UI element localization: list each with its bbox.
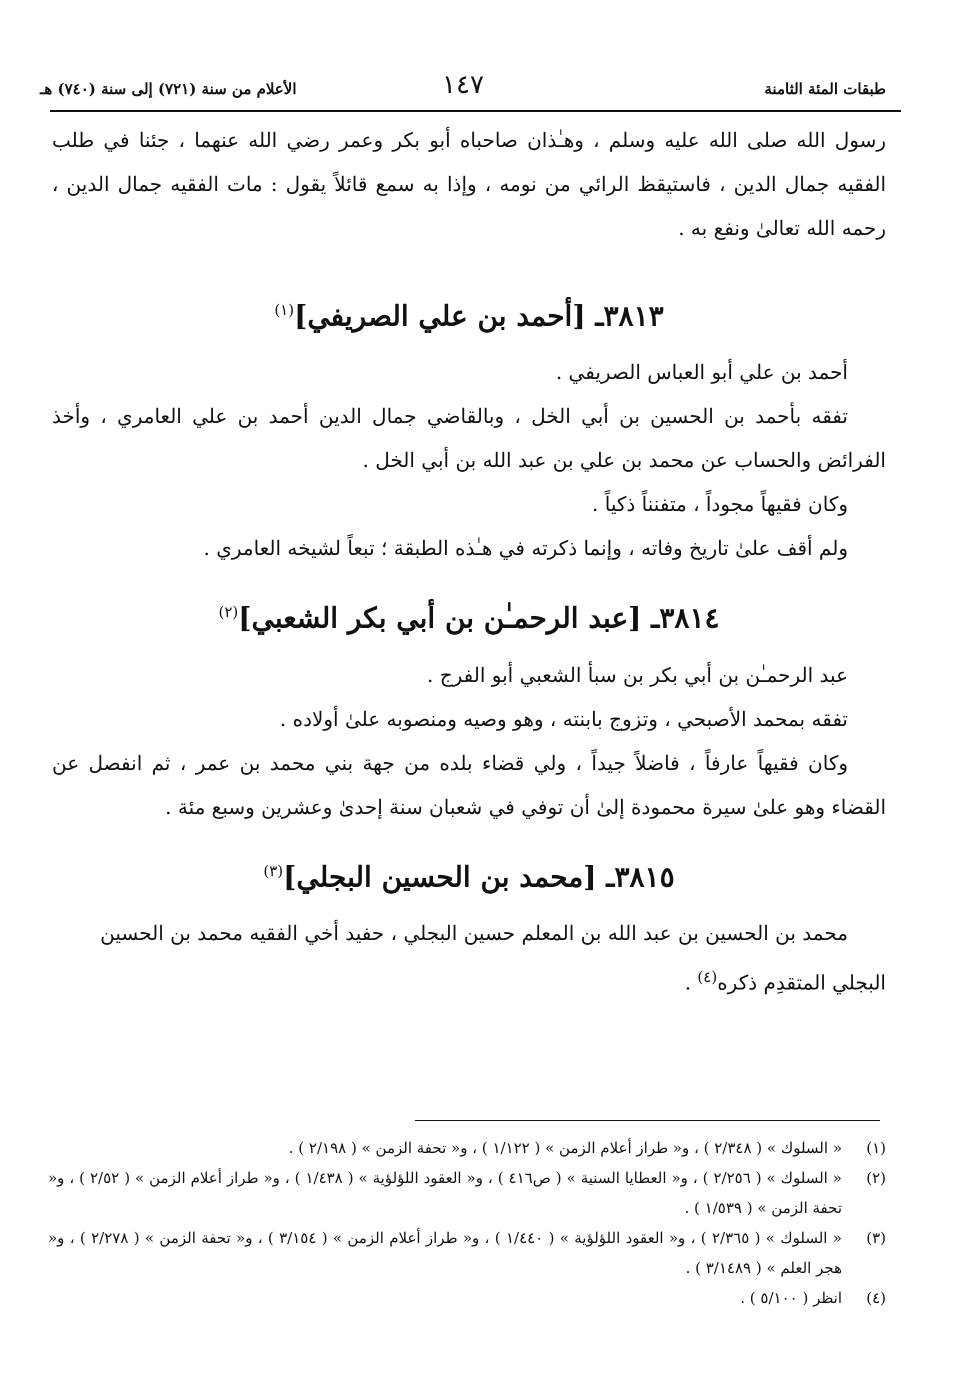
- entry-paragraph: أحمد بن علي أبو العباس الصريفي .: [555, 360, 848, 385]
- entry-paragraph: ولم أقف علىٰ تاريخ وفاته ، وإنما ذكرته في هـٰذه الطبقة ؛ تبعاً لشيخه العامري .: [203, 536, 848, 561]
- entry-title: ٣٨١٥ـ [محمد بن الحسين البجلي]: [283, 859, 675, 893]
- intro-paragraph: رسول الله صلى الله عليه وسلم ، وهـٰذان صاحباه أبو بكر وعمر رضي الله عنهما ، جئنا في طلب الفقيه جمال الدين ، فاستيقظ الرائي من نومه ، وإذا به سمع قائلاً يقول : مات الفقيه جمال الدين ، رحمه الله تعالىٰ ونفع به .: [52, 128, 886, 240]
- page-number: ١٤٧: [442, 70, 484, 100]
- entry-paragraph: تفقه بأحمد بن الحسين بن أبي الخل ، وبالقاضي جمال الدين أحمد بن علي العامري ، وأخذ الفرائض والحساب عن محمد بن علي بن عبد الله بن أبي الخل .: [52, 404, 886, 473]
- footnote-number: (١): [866, 1139, 886, 1157]
- footnote: [48, 1223, 886, 1283]
- footnote-rule: [415, 1120, 880, 1121]
- footnote: [48, 1163, 886, 1223]
- header-rule: [50, 110, 901, 112]
- entry-title: ٣٨١٤ـ [عبد الرحمـٰن بن أبي بكر الشعبي]: [238, 601, 720, 635]
- running-header: [40, 66, 886, 106]
- entry-paragraph: وكان فقيهاً مجوداً ، متفنناً ذكياً .: [592, 492, 848, 517]
- main-text: [52, 118, 886, 1005]
- paragraph-end: .: [684, 970, 698, 995]
- footnote: [48, 1283, 886, 1313]
- header-range-title: الأعلام من سنة (٧٢١) إلى سنة (٧٤٠) هـ: [40, 80, 297, 98]
- entry-heading: [52, 851, 886, 897]
- footnote-ref: (٣): [263, 861, 284, 880]
- header-section-title: طبقات المئة الثامنة: [764, 80, 886, 98]
- footnote-number: (٢): [866, 1169, 886, 1187]
- footnote-text: انظر ( ٥/١٠٠ ) .: [740, 1289, 842, 1307]
- entry-paragraph-text: محمد بن الحسين بن عبد الله بن المعلم حسين البجلي ، حفيد أخي الفقيه محمد بن الحسين البجلي المتقدِم ذكره: [100, 920, 886, 995]
- footnote-text: « السلوك » ( ٢/٢٥٦ ) ، و« العطايا السنية » ( ص٤١٦ ) ، و« العقود اللؤلؤية » ( ١/٤٣٨ ) ، و« طراز أعلام الزمن » ( ٢/٥٢ ) ، و« تحفة الزمن » ( ١/٥٣٩ ) .: [48, 1169, 842, 1217]
- entry-paragraph: وكان فقيهاً عارفاً ، فاضلاً جيداً ، ولي قضاء بلده من جهة بني محمد بن عمر ، ثم انفصل عن القضاء وهو علىٰ سيرة محمودة إلىٰ أن توفي في شعبان سنة إحدىٰ وعشرين وسبع مئة .: [52, 750, 886, 819]
- entry-title: ٣٨١٣ـ [أحمد بن علي الصريفي]: [294, 299, 664, 333]
- footnote-ref: (٤): [697, 967, 718, 986]
- footnote-ref: (١): [274, 301, 295, 319]
- entry-heading: [52, 592, 886, 638]
- entry-paragraph: تفقه بمحمد الأصبحي ، وتزوج بابنته ، وهو وصيه ومنصوبه علىٰ أولاده .: [279, 706, 848, 731]
- footnote: [48, 1133, 886, 1163]
- footnote-ref: (٢): [218, 603, 239, 622]
- entry-paragraph: [52, 911, 886, 1005]
- footnote-number: (٤): [866, 1289, 886, 1307]
- footnote-text: « السلوك » ( ٢/٣٤٨ ) ، و« طراز أعلام الزمن » ( ١/١٢٢ ) ، و« تحفة الزمن » ( ٢/١٩٨ ) .: [288, 1139, 842, 1157]
- entry-paragraph: عبد الرحمـٰن بن أبي بكر بن سبأ الشعبي أبو الفرج .: [426, 662, 848, 687]
- footnote-text: « السلوك » ( ٢/٣٦٥ ) ، و« العقود اللؤلؤية » ( ١/٤٤٠ ) ، و« طراز أعلام الزمن » ( ٣/١٥٤ ) ، و« تحفة الزمن » ( ٢/٢٧٨ ) ، و« هجر العلم » ( ٣/١٤٨٩ ) .: [48, 1229, 842, 1277]
- entry-heading: [52, 290, 886, 336]
- footnote-number: (٣): [866, 1229, 886, 1247]
- footnotes: [48, 1133, 886, 1313]
